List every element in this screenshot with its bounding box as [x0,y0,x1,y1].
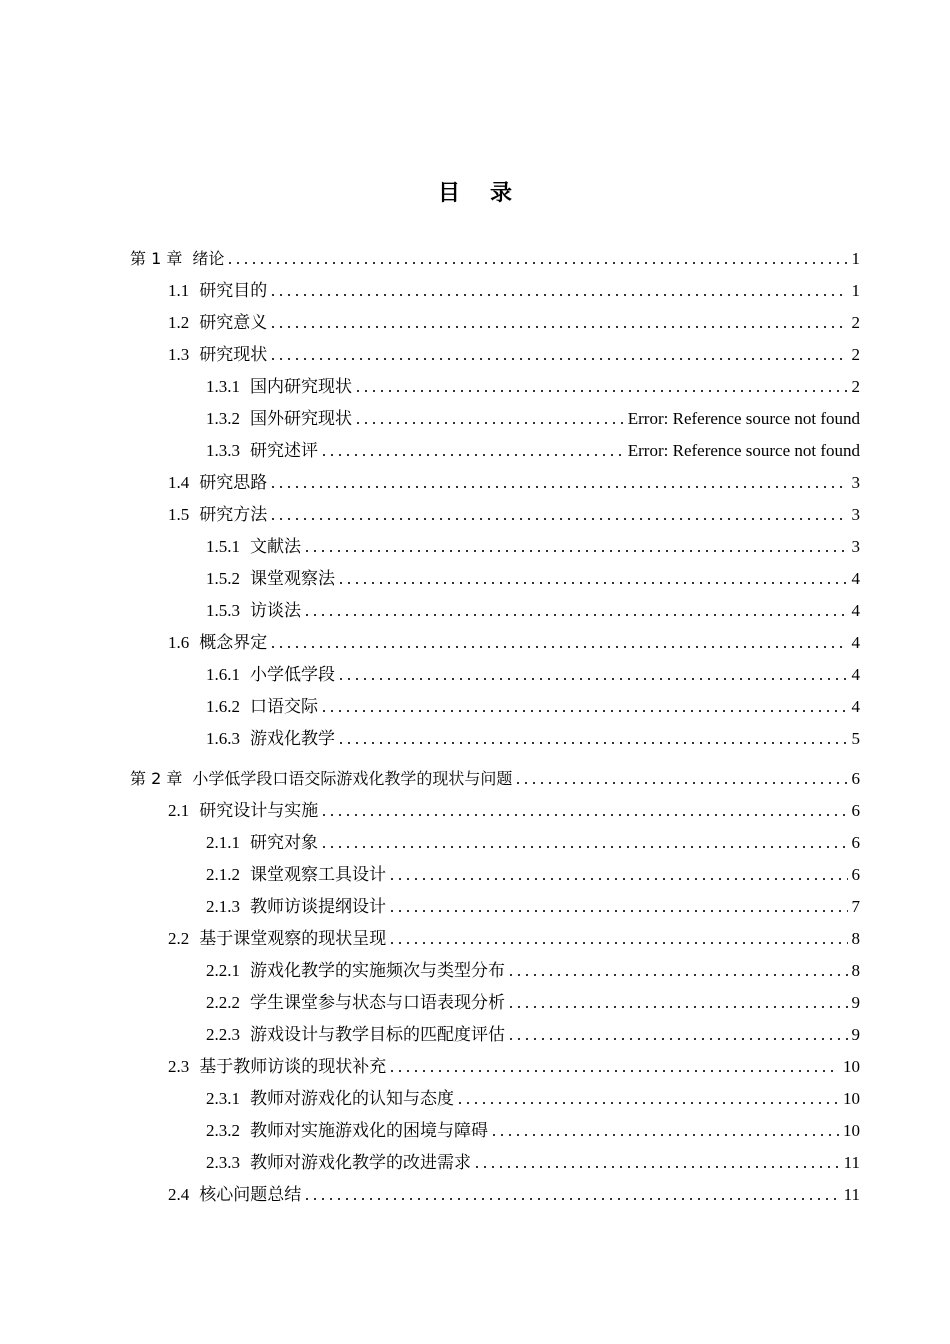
toc-heading [0,176,950,207]
toc-entry[interactable] [206,406,860,430]
toc-entry[interactable] [206,830,860,854]
toc-entry-page: Error: Reference source not found [627,441,860,460]
toc-dot-leader [456,1100,839,1106]
toc-entry[interactable] [206,374,860,398]
toc-entry-number: 1.3.2 [206,409,240,428]
toc-entry-number: 1.5 [168,505,190,524]
toc-dot-leader [337,676,848,682]
toc-entry-page: 7 [851,897,860,916]
toc-dot-leader [269,644,847,650]
toc-entry[interactable] [168,278,860,302]
toc-entry-page: 10 [843,1121,860,1140]
toc-entry-number: 1.6.3 [206,729,240,748]
toc-entry-page: 2 [851,313,860,332]
toc-entry-page: 1 [851,281,860,300]
toc-entry-number: 第 2 章 [130,769,183,788]
toc-dot-leader [388,940,847,946]
toc-dot-leader [354,420,624,426]
toc-heading-part2: 录 [490,181,513,206]
toc-entry[interactable] [168,798,860,822]
toc-entry[interactable] [206,1118,860,1142]
toc-entry-number: 2.1.1 [206,833,240,852]
toc-entry[interactable] [206,894,860,918]
toc-dot-leader [507,972,848,978]
toc-entry-number: 1.3 [168,345,190,364]
toc-dot-leader [507,1004,848,1010]
toc-entry[interactable] [168,310,860,334]
toc-entry[interactable] [206,694,860,718]
toc-entry-number: 2.2.3 [206,1025,240,1044]
toc-entry-number: 1.4 [168,473,190,492]
toc-entry-title: 课堂观察工具设计 [250,865,386,884]
toc-entry-title: 小学低学段口语交际游戏化教学的现状与问题 [192,769,513,788]
toc-entry[interactable] [206,534,860,558]
toc-dot-leader [320,708,848,714]
toc-entry-title: 概念界定 [199,633,268,652]
toc-entry-title: 绪论 [192,249,225,268]
toc-entry[interactable] [206,598,860,622]
toc-entry-title: 基于课堂观察的现状呈现 [199,929,387,948]
toc-entry-number: 2.1.2 [206,865,240,884]
toc-entry[interactable] [206,958,860,982]
toc-entry-number: 2.4 [168,1185,190,1204]
toc-dot-leader [269,484,847,490]
toc-entry-page: 2 [851,377,860,396]
toc-entry[interactable] [168,470,860,494]
toc-dot-leader [473,1164,840,1170]
toc-entry[interactable] [168,502,860,526]
toc-entry-number: 第 1 章 [130,249,183,268]
toc-entry-number: 1.5.2 [206,569,240,588]
toc-entry-page: 8 [851,929,860,948]
toc-entry-page: 11 [843,1185,860,1204]
toc-entry-title: 访谈法 [250,601,301,620]
toc-entry-number: 1.6.2 [206,697,240,716]
toc-entry-title: 教师访谈提纲设计 [250,897,386,916]
toc-dot-leader [354,388,848,394]
toc-entry-page: 5 [851,729,860,748]
toc-dot-leader [269,292,847,298]
toc-dot-leader [388,908,848,914]
toc-entry-title: 教师对实施游戏化的困境与障碍 [250,1121,488,1140]
toc-dot-leader [320,812,847,818]
toc-entry[interactable] [206,1150,860,1174]
toc-entry-title: 教师对游戏化的认知与态度 [250,1089,454,1108]
toc-entry-number: 2.2.1 [206,961,240,980]
toc-entry-page: 4 [851,665,860,684]
toc-dot-leader [320,452,624,458]
toc-entry-page: 4 [851,601,860,620]
toc-entry-title: 学生课堂参与状态与口语表现分析 [250,993,505,1012]
toc-entry-number: 2.3 [168,1057,190,1076]
toc-entry-number: 1.5.1 [206,537,240,556]
toc-entry-page: 10 [843,1057,860,1076]
toc-entry-page: 3 [851,537,860,556]
toc-entry-title: 课堂观察法 [250,569,335,588]
toc-entry-page: 6 [851,769,860,788]
toc-dot-leader [490,1132,839,1138]
toc-entry[interactable] [168,1182,860,1206]
toc-dot-leader [514,780,847,786]
toc-entry-page: 11 [843,1153,860,1172]
toc-entry-title: 研究述评 [250,441,318,460]
toc-dot-leader [320,844,848,850]
toc-dot-leader [269,356,847,362]
toc-entry-number: 2.3.1 [206,1089,240,1108]
toc-dot-leader [303,612,848,618]
toc-entry-title: 文献法 [250,537,301,556]
toc-entry-number: 2.1 [168,801,190,820]
toc-entry-number: 2.2.2 [206,993,240,1012]
toc-entry-number: 2.2 [168,929,190,948]
toc-dot-leader [303,548,848,554]
toc-entry-title: 基于教师访谈的现状补充 [199,1057,387,1076]
toc-entry[interactable] [168,926,860,950]
toc-heading-part1: 目 [437,181,460,206]
toc-entry-title: 研究思路 [199,473,268,492]
toc-entry-title: 研究现状 [199,345,268,364]
toc-entry-number: 2.3.2 [206,1121,240,1140]
toc-entry-page: 4 [851,633,860,652]
toc-entry-page: 6 [851,801,860,820]
toc-entry-title: 国外研究现状 [250,409,352,428]
toc-entry-page: 4 [851,697,860,716]
toc-chapter-entry[interactable] [130,246,860,270]
toc-entry-number: 1.1 [168,281,190,300]
toc-entry-title: 核心问题总结 [199,1185,302,1204]
toc-entry-title: 研究方法 [199,505,268,524]
toc-entry-number: 1.6.1 [206,665,240,684]
toc-entry[interactable] [206,1022,860,1046]
toc-entry-page: Error: Reference source not found [627,409,860,428]
toc-entry[interactable] [206,726,860,750]
toc-entry-title: 国内研究现状 [250,377,352,396]
toc-entry-page: 9 [851,1025,860,1044]
toc-entry-number: 1.3.3 [206,441,240,460]
toc-entry-page: 3 [851,505,860,524]
toc-entry-number: 2.3.3 [206,1153,240,1172]
toc-entry[interactable] [168,630,860,654]
toc-entry-number: 2.1.3 [206,897,240,916]
toc-entry[interactable] [206,990,860,1014]
toc-dot-leader [507,1036,848,1042]
toc-entry[interactable] [206,566,860,590]
toc-entry-page: 3 [851,473,860,492]
toc-entry-page: 9 [851,993,860,1012]
toc-entry-number: 1.6 [168,633,190,652]
toc-dot-leader [337,580,848,586]
toc-entry-number: 1.3.1 [206,377,240,396]
toc-dot-leader [226,260,847,266]
toc-dot-leader [388,876,848,882]
toc-entry-title: 游戏设计与教学目标的匹配度评估 [250,1025,505,1044]
toc-entry[interactable] [206,1086,860,1110]
toc-entry-page: 10 [843,1089,860,1108]
toc-entry[interactable] [206,438,860,462]
toc-entry-page: 6 [851,865,860,884]
toc-entry-page: 1 [851,249,860,268]
toc-entry-number: 1.2 [168,313,190,332]
toc-entry-title: 口语交际 [250,697,318,716]
toc-entry[interactable] [168,342,860,366]
toc-entry[interactable] [206,662,860,686]
toc-entry-title: 研究对象 [250,833,318,852]
toc-entry-page: 2 [851,345,860,364]
toc-entry-page: 6 [851,833,860,852]
toc-entry-page: 4 [851,569,860,588]
toc-entry-page: 8 [851,961,860,980]
toc-entry-title: 小学低学段 [250,665,335,684]
toc-entry-title: 研究目的 [199,281,268,300]
toc-entry-title: 游戏化教学 [250,729,335,748]
toc-dot-leader [337,740,848,746]
toc-dot-leader [269,324,847,330]
toc-dot-leader [388,1068,839,1074]
toc-entry-title: 游戏化教学的实施频次与类型分布 [250,961,505,980]
toc-entry-number: 1.5.3 [206,601,240,620]
toc-dot-leader [269,516,847,522]
toc-dot-leader [303,1196,839,1202]
toc-entry[interactable] [168,1054,860,1078]
toc-entry[interactable] [206,862,860,886]
toc-entry-title: 教师对游戏化教学的改进需求 [250,1153,471,1172]
toc-entry-title: 研究设计与实施 [199,801,319,820]
toc-chapter-entry[interactable] [130,766,860,790]
toc-entry-title: 研究意义 [199,313,268,332]
